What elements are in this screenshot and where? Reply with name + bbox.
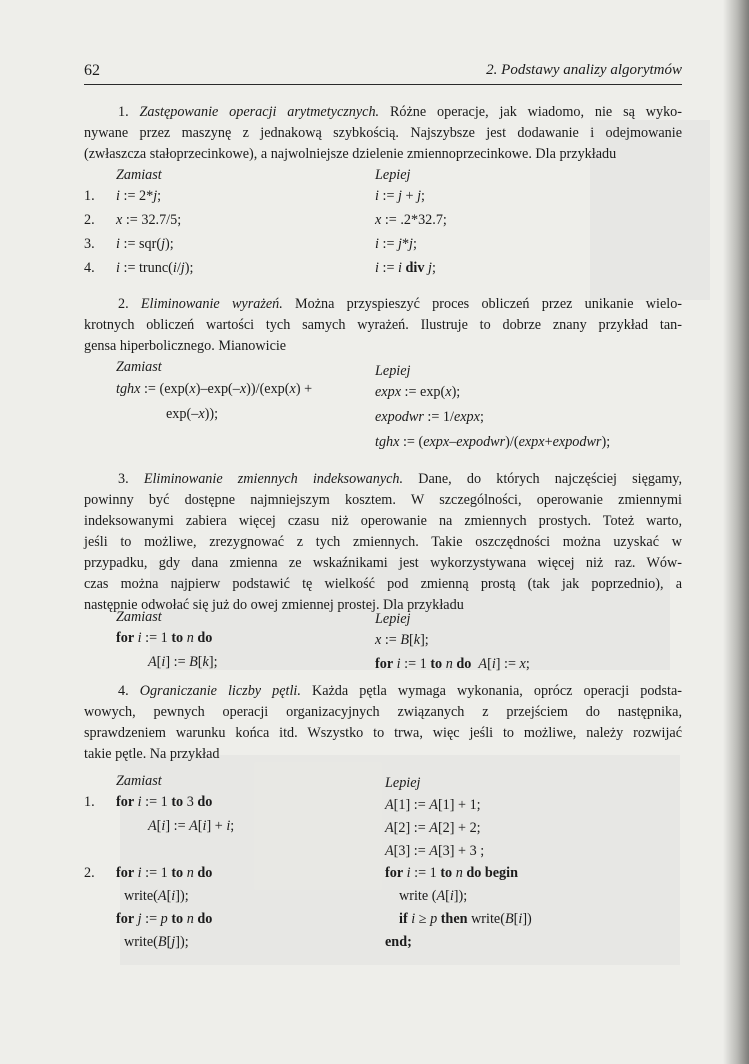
- code-instead: exp(–x));: [166, 406, 219, 422]
- column-header-better: Lepiej: [385, 775, 421, 791]
- code-instead: write(B[j]);: [124, 934, 189, 950]
- code-instead: A[i] := B[k];: [148, 654, 218, 670]
- code-better: A[3] := A[3] + 3 ;: [385, 843, 485, 859]
- running-head: 2. Podstawy analizy algorytmów: [486, 62, 682, 78]
- section-1-line-3: (zwłaszcza stałoprzecinkowe), a najwolniejsze dzielenie zmiennoprzecinkowe. Dla przykładu: [84, 146, 617, 162]
- code-instead: x := 32.7/5;: [116, 212, 182, 228]
- section-3-line-3: indeksowanymi zabiera więcej czasu niż operowanie na zmiennych prostych. Toteż warto,: [84, 513, 682, 529]
- section-1-title: Zastępowanie operacji arytmetycznych.: [139, 104, 380, 120]
- section-4-title: Ograniczanie liczby pętli.: [139, 683, 301, 699]
- section-1-text: Różne operacje, jak wiadomo, nie są wyko-: [389, 104, 682, 120]
- code-instead: tghx := (exp(x)–exp(–x))/(exp(x) +: [116, 381, 313, 397]
- section-3-title: Eliminowanie zmiennych indeksowanych.: [143, 471, 404, 487]
- section-2-number: 2.: [118, 296, 129, 312]
- row-number: 1.: [84, 188, 95, 204]
- section-3-line-2: powinny być dostępne najmniejszym kosztem. W szczególności, operowanie zmiennymi: [84, 492, 682, 508]
- header-rule: [84, 84, 682, 85]
- section-4-number: 4.: [118, 683, 129, 699]
- code-instead: for i := 1 to 3 do: [116, 794, 213, 810]
- code-instead: i := trunc(i/j);: [116, 260, 194, 276]
- code-better: expodwr := 1/expx;: [375, 409, 484, 425]
- section-4-text: Każda pętla wymaga wykonania, oprócz operacji podsta-: [311, 683, 683, 699]
- code-instead: i := 2*j;: [116, 188, 162, 204]
- section-3-line-5: przypadku, gdy dana zmienna ze wskaźnikami jest wykorzystywana więcej niż raz. Wów-: [84, 555, 682, 571]
- section-2-title: Eliminowanie wyrażeń.: [140, 296, 283, 312]
- column-header-better: Lepiej: [375, 611, 411, 627]
- section-1-number: 1.: [118, 104, 129, 120]
- column-header-instead: Zamiast: [116, 359, 162, 375]
- section-4-line-4: takie pętle. Na przykład: [84, 746, 220, 762]
- column-header-instead: Zamiast: [116, 609, 162, 625]
- column-header-better: Lepiej: [375, 363, 411, 379]
- section-3-number: 3.: [118, 471, 129, 487]
- page-edge-shadow: [723, 0, 749, 1064]
- code-instead: A[i] := A[i] + i;: [148, 818, 235, 834]
- column-header-better: Lepiej: [375, 167, 411, 183]
- code-better: for i := 1 to n do begin: [385, 865, 518, 881]
- code-better: A[1] := A[1] + 1;: [385, 797, 481, 813]
- section-4-line-2: wowych, pewnych operacji organizacyjnych związanych z przejściem do następnika,: [84, 704, 682, 720]
- section-3-line-7: następnie odwołać się już do owej zmiennej prostej. Dla przykładu: [84, 597, 464, 613]
- code-instead: for i := 1 to n do: [116, 865, 213, 881]
- code-instead: write(A[i]);: [124, 888, 189, 904]
- code-instead: for i := 1 to n do: [116, 630, 213, 646]
- row-number: 4.: [84, 260, 95, 276]
- section-2-line-2: krotnych obliczeń wartości tych samych wyrażeń. Ilustruje to dobrze znany przykład tan-: [84, 317, 682, 333]
- code-better: i := j*j;: [375, 236, 417, 252]
- section-2-line-3: gensa hiperbolicznego. Mianowicie: [84, 338, 287, 354]
- code-better: tghx := (expx–expodwr)/(expx+expodwr);: [375, 434, 611, 450]
- section-3-text: Dane, do których najczęściej sięgamy,: [418, 471, 683, 487]
- row-number: 3.: [84, 236, 95, 252]
- example-number: 1.: [84, 794, 95, 810]
- code-better: write (A[i]);: [399, 888, 468, 904]
- code-better: A[2] := A[2] + 2;: [385, 820, 481, 836]
- code-instead: i := sqr(j);: [116, 236, 174, 252]
- section-2-text: Można przyspieszyć proces obliczeń przez unikanie wielo-: [295, 296, 683, 312]
- code-better: if i ≥ p then write(B[i]): [399, 911, 532, 927]
- page-number: 62: [84, 62, 100, 79]
- code-better: i := j + j;: [375, 188, 425, 204]
- section-3-line-4: jeśli to możliwe, zrezygnować z tych zmiennych. Takie oszczędności można uzyskać w: [84, 534, 682, 550]
- column-header-instead: Zamiast: [116, 773, 162, 789]
- code-better: x := .2*32.7;: [375, 212, 447, 228]
- code-better: x := B[k];: [375, 632, 429, 648]
- code-better: expx := exp(x);: [375, 384, 461, 400]
- section-1-line-2: nywane przez maszynę z jednakową szybkością. Najszybsze jest dodawanie i odejmowanie: [84, 125, 682, 141]
- code-better: i := i div j;: [375, 260, 436, 276]
- row-number: 2.: [84, 212, 95, 228]
- section-4-line-3: sprawdzeniem warunku końca itd. Wszystko to trwa, więc jeśli to możliwe, należy rozwijać: [84, 725, 682, 741]
- column-header-instead: Zamiast: [116, 167, 162, 183]
- section-3-line-6: czas można najpierw podstawić tę wielkość pod zmienną prostą (tak jak poprzednio), a: [84, 576, 682, 592]
- code-better: end;: [385, 934, 412, 950]
- code-better: for i := 1 to n do A[i] := x;: [375, 656, 530, 672]
- example-number: 2.: [84, 865, 95, 881]
- code-instead: for j := p to n do: [116, 911, 213, 927]
